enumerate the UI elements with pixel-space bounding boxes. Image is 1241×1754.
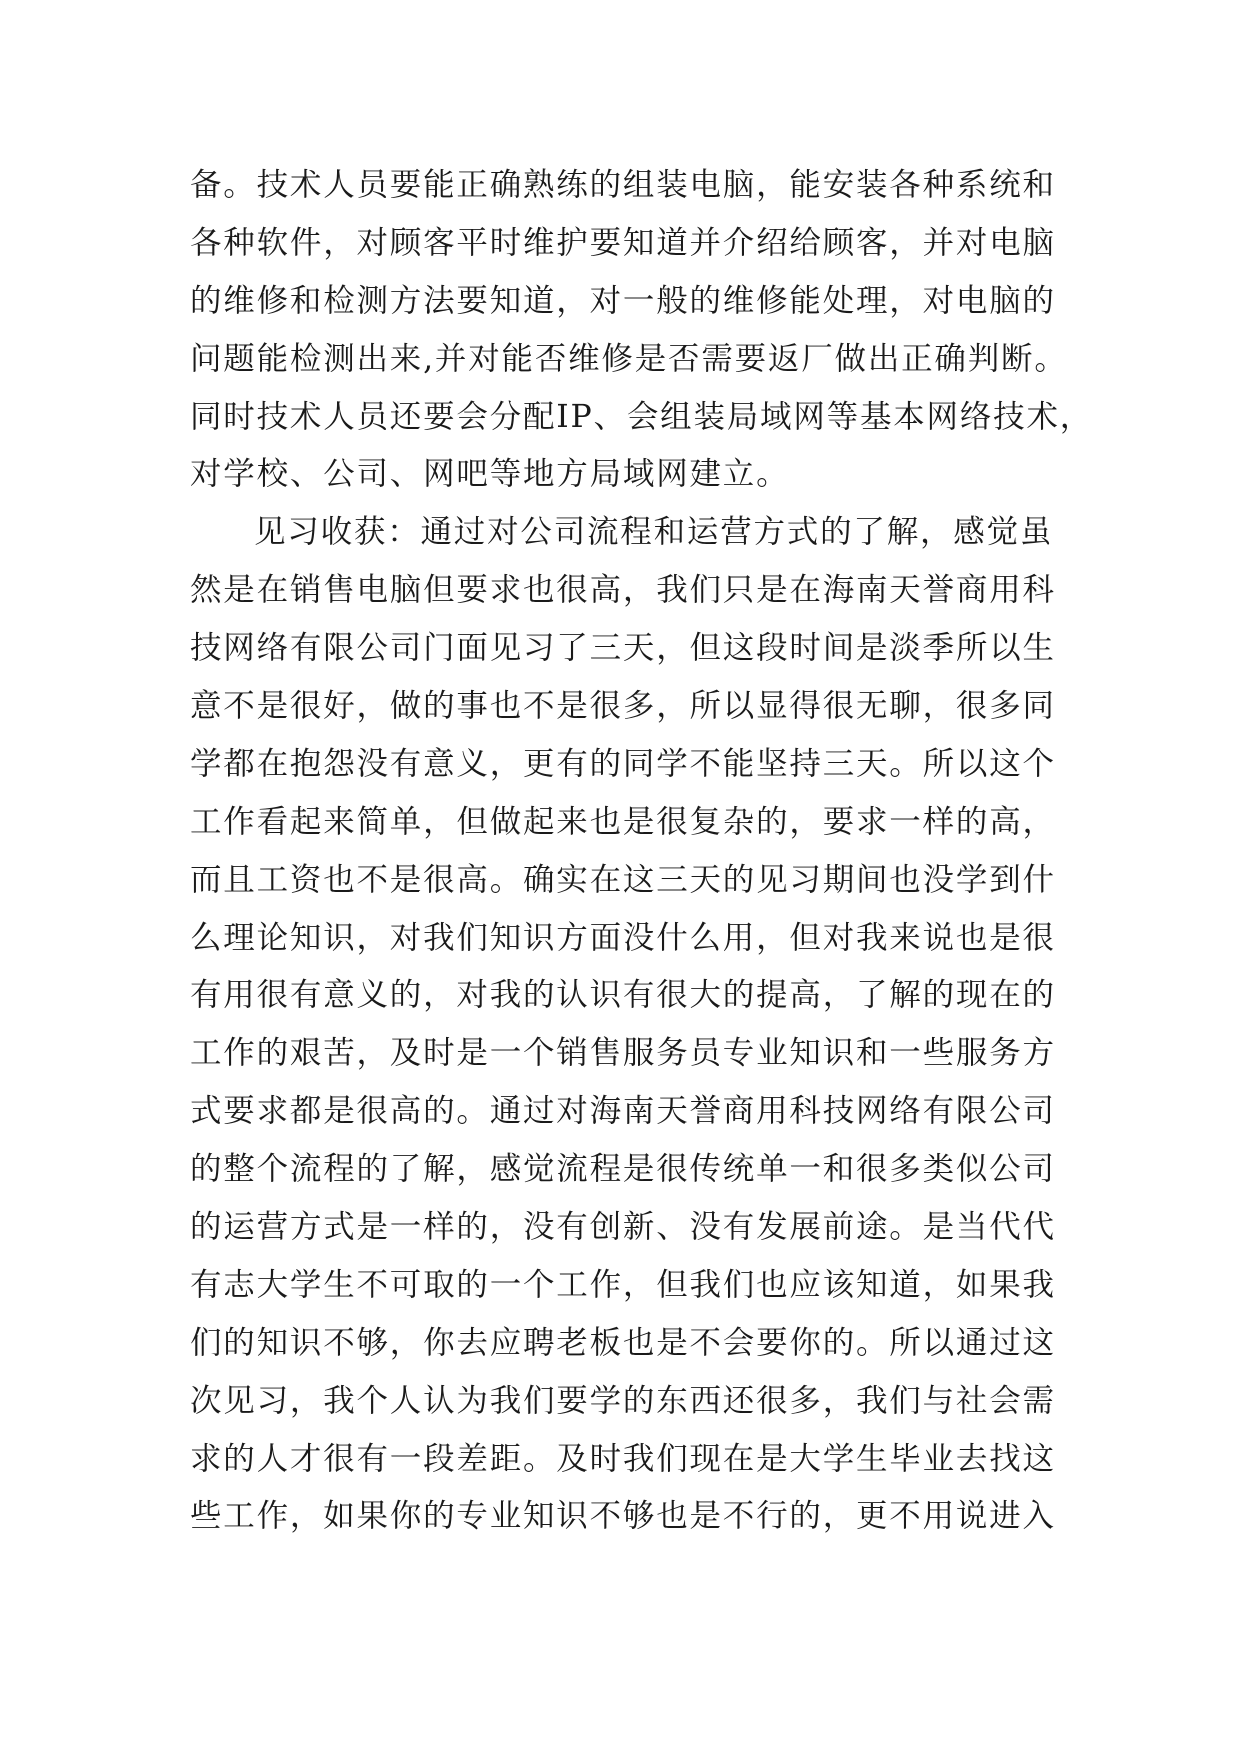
text-line: 求的人才很有一段差距。及时我们现在是大学生毕业去找这 [190, 1440, 1056, 1477]
text-line: 学都在抱怨没有意义，更有的同学不能坚持三天。所以这个 [190, 745, 1056, 782]
text-line: 备。技术人员要能正确熟练的组装电脑，能安装各种系统和 [190, 167, 1056, 203]
body-text [190, 157, 1094, 1546]
text-line: 意不是很好，做的事也不是很多，所以显得很无聊，很多同 [190, 688, 1056, 725]
text-line: 然是在销售电脑但要求也很高，我们只是在海南天誉商用科 [190, 572, 1056, 609]
text-line: 问题能检测出来,并对能否维修是否需要返厂做出正确判断。 [190, 340, 1068, 377]
text-line: 的整个流程的了解，感觉流程是很传统单一和很多类似公司 [190, 1151, 1056, 1188]
text-line: 对学校、公司、网吧等地方局域网建立。 [190, 456, 790, 493]
text-line: 的维修和检测方法要知道，对一般的维修能处理，对电脑的 [190, 282, 1056, 319]
text-line: 工作的艰苦，及时是一个销售服务员专业知识和一些服务方 [190, 1035, 1056, 1072]
text-line: 些工作，如果你的专业知识不够也是不行的，更不用说进入 [190, 1498, 1056, 1535]
text-line: 么理论知识，对我们知识方面没什么用，但对我来说也是很 [190, 919, 1056, 956]
text-line: 有志大学生不可取的一个工作，但我们也应该知道，如果我 [190, 1266, 1056, 1303]
text-line: 各种软件，对顾客平时维护要知道并介绍给顾客，并对电脑 [190, 224, 1056, 261]
text-line: 同时技术人员还要会分配IP、会组装局域网等基本网络技术， [190, 398, 1094, 435]
text-line: 技网络有限公司门面见习了三天，但这段时间是淡季所以生 [190, 630, 1056, 667]
text-line: 次见习，我个人认为我们要学的东西还很多，我们与社会需 [190, 1382, 1056, 1419]
text-line: 的运营方式是一样的，没有创新、没有发展前途。是当代代 [190, 1209, 1056, 1246]
text-line: 式要求都是很高的。通过对海南天誉商用科技网络有限公司 [190, 1093, 1056, 1130]
text-line: 工作看起来简单，但做起来也是很复杂的，要求一样的高， [190, 803, 1056, 840]
text-line: 们的知识不够，你去应聘老板也是不会要你的。所以通过这 [190, 1324, 1056, 1361]
text-line: 有用很有意义的，对我的认识有很大的提高，了解的现在的 [190, 977, 1056, 1014]
paragraph-start-line: 见习收获：通过对公司流程和运营方式的了解，感觉虽 [254, 514, 1054, 551]
text-line: 而且工资也不是很高。确实在这三天的见习期间也没学到什 [190, 861, 1056, 898]
